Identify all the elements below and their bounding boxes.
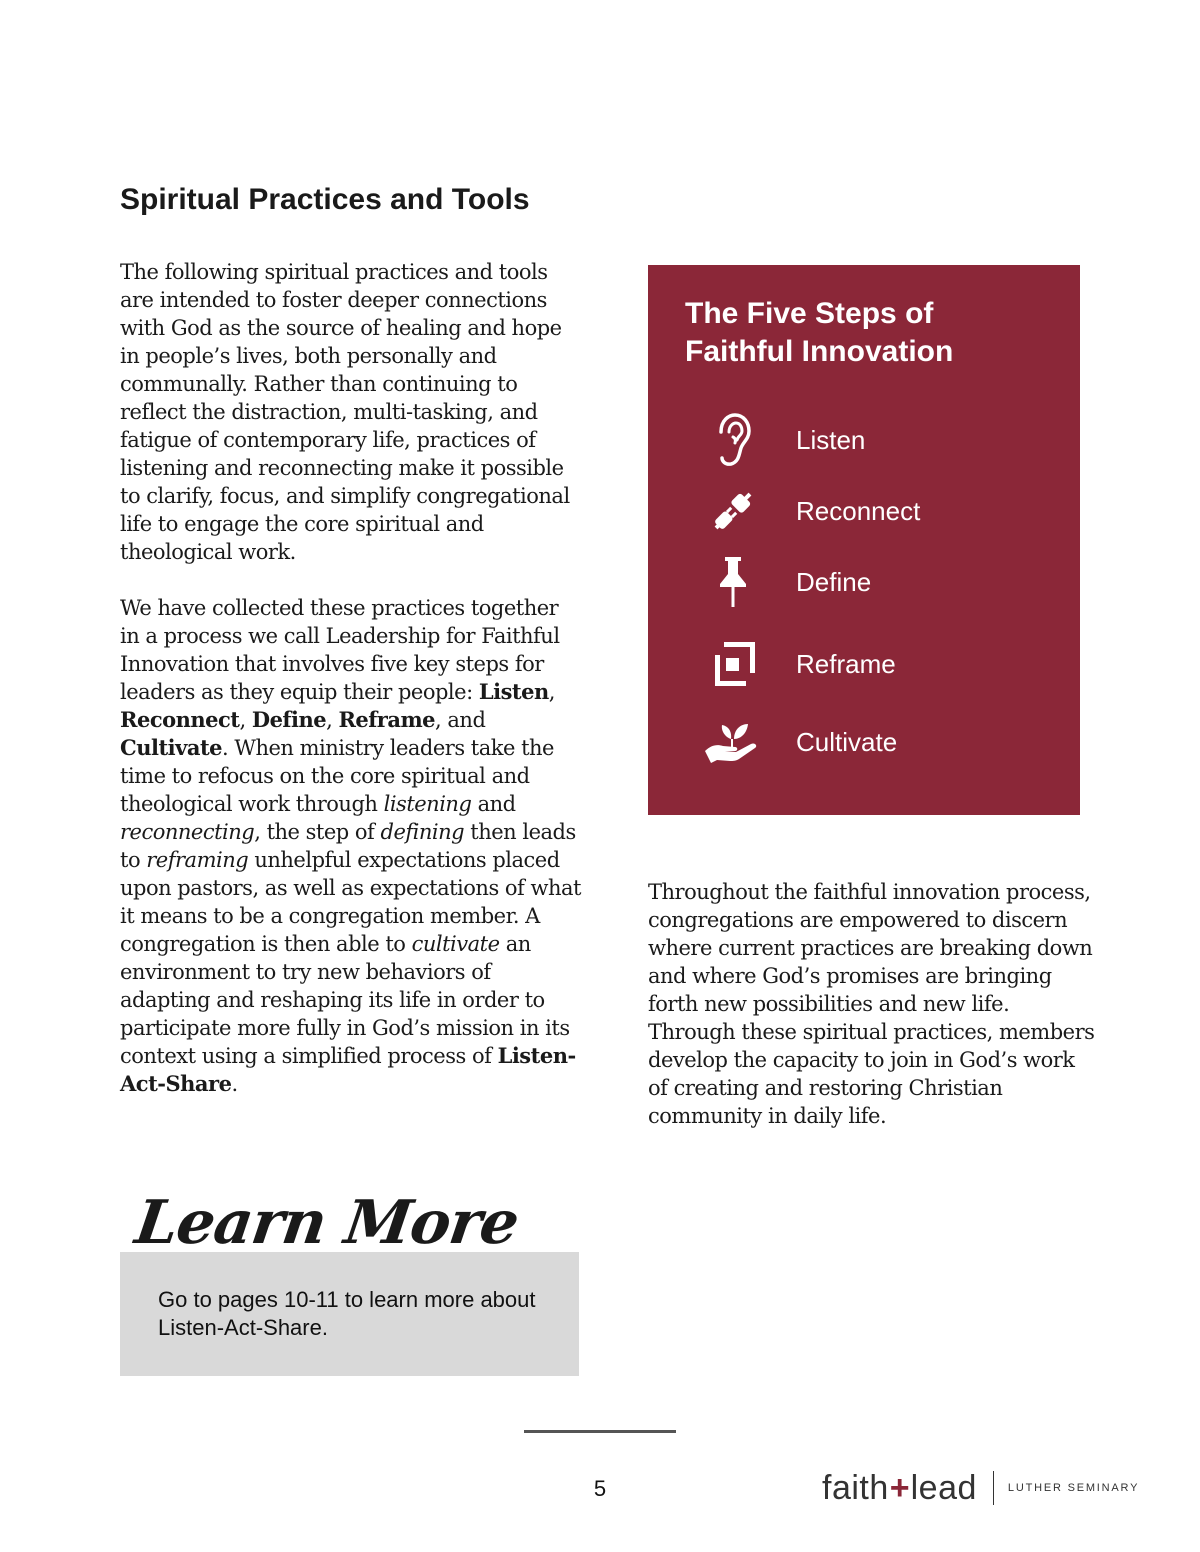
step-label: Listen	[796, 425, 866, 455]
faith-lead-logo	[822, 1468, 1139, 1508]
intro-paragraph: The following spiritual practices and tools are intended to foster deeper connections with God as the source of healing and hope in people’s lives, both personally and communally. Rather than continuing to reflect the distraction, multi-tasking, and fatigue of contemporary life, practices of listening and reconnecting make it possible to clarify, focus, and simplify congregational life to engage the core spiritual and theological work.	[120, 260, 570, 564]
step-listen	[703, 410, 1063, 470]
step-cultivate	[703, 712, 1063, 772]
page-number: 5	[593, 1476, 607, 1501]
logo-seminary-text: LUTHER SEMINARY	[1007, 1482, 1140, 1494]
five-steps-box	[648, 265, 1080, 815]
ear-icon	[703, 410, 763, 470]
step-label: Reconnect	[796, 496, 921, 526]
learn-more-text: Go to pages 10-11 to learn more about Listen-Act-Share.	[158, 1287, 536, 1340]
learn-more-heading: Learn More	[131, 1188, 523, 1258]
process-paragraph: We have collected these practices together in a process we call Leadership for Faithful Innovation that involves five key steps for leaders as they equip their people: Listen, Reconnect, Define, Reframe, and Cultivate. When ministry leaders take the time to refocus on the core spiritual and theological work through listening and reconnecting, the step of defining then leads to reframing unhelpful expectations placed upon pastors, as well as expectations of what it means to be a congregation member. A congregation is then able to cultivate an environment to try new behaviors of adapting and reshaping its life in order to participate more fully in God’s mission in its context using a simplified process of Listen-Act-Share.	[120, 596, 581, 1096]
plug-icon	[703, 481, 763, 541]
hand-sprout-icon	[703, 712, 763, 772]
logo-plus-icon: +	[889, 1468, 910, 1507]
pushpin-icon	[703, 552, 763, 612]
step-label: Cultivate	[796, 727, 898, 757]
left-column	[120, 258, 582, 1098]
right-column	[648, 878, 1096, 1130]
steps-box-title: The Five Steps of Faithful Innovation	[685, 297, 954, 368]
faithful-innovation-paragraph: Throughout the faithful innovation process, congregations are empowered to discern where current practices are breaking down and where God’s promises are bringing forth new possibilities and new life. Through these spiritual practices, members develop the capacity to join in God’s work of creating and restoring Christian community in daily life.	[648, 880, 1095, 1128]
logo-lead-text: lead	[910, 1468, 977, 1507]
step-reconnect	[703, 481, 1063, 541]
step-label: Define	[796, 567, 872, 597]
footer-divider	[524, 1430, 676, 1433]
page-title: Spiritual Practices and Tools	[120, 183, 530, 216]
logo-divider	[993, 1471, 994, 1505]
frame-icon	[703, 634, 763, 694]
logo-faith-text: faith	[822, 1468, 889, 1507]
step-label: Reframe	[796, 649, 896, 679]
step-reframe	[703, 634, 1063, 694]
step-define	[703, 552, 1063, 612]
